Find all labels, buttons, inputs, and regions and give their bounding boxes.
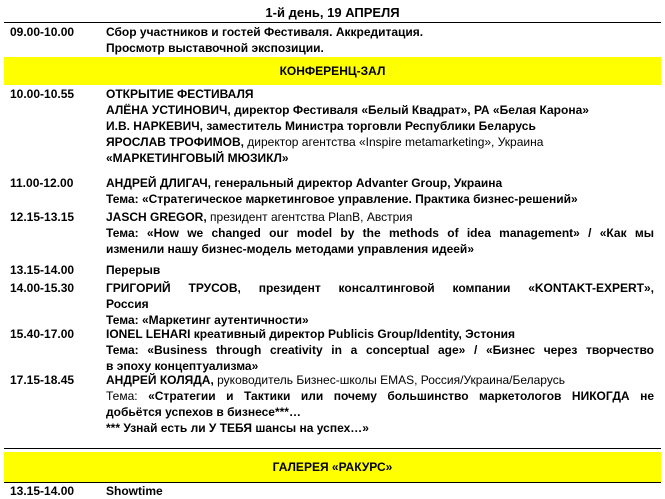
- row-content: [106, 209, 654, 257]
- time-slot: 13.15-14.00: [10, 484, 75, 498]
- content-line: IONEL LEHARI креативный директор Publicis Group/Identity, Эстония: [106, 327, 516, 341]
- section-heading-conference-hall: [4, 57, 661, 85]
- content-line: Тема: «Маркетинг аутентичности»: [106, 313, 309, 327]
- row-content: [106, 372, 654, 436]
- content-line: [106, 372, 654, 388]
- content-line: Просмотр выставочной экспозиции.: [106, 41, 324, 55]
- row-content: [106, 175, 654, 207]
- content-line: ОТКРЫТИЕ ФЕСТИВАЛЯ: [106, 87, 254, 101]
- speaker-role: руководитель Бизнес-школы EMAS, Россия/Украина/Беларусь: [213, 373, 565, 387]
- content-line: ГРИГОРИЙ ТРУСОВ, президент консалтинговой компании «KONTAKT-EXPERT»,: [106, 281, 654, 295]
- row-content: [106, 86, 654, 166]
- content-line: Showtime: [106, 484, 163, 498]
- row-content: [106, 483, 654, 499]
- section-heading-gallery: [4, 452, 661, 482]
- content-line: *** Узнай есть ли У ТЕБЯ шансы на успех…»: [106, 421, 369, 435]
- content-line: Тема: «Business through creativity in a conceptual age» / «Бизнес через творчество: [106, 343, 654, 357]
- content-line: Перерыв: [106, 263, 161, 277]
- content-line: [106, 134, 654, 150]
- time-slot: 17.15-18.45: [10, 373, 75, 387]
- topic-label: Тема:: [106, 389, 138, 403]
- content-line: Россия: [106, 297, 149, 311]
- content-line: изменили нашу бизнес-модель методами управления идеей»: [106, 242, 474, 256]
- speaker-name: JASCH GREGOR,: [106, 210, 207, 224]
- content-line: И.В. НАРКЕВИЧ, заместитель Министра торговли Республики Беларусь: [106, 119, 536, 133]
- content-line: [106, 209, 654, 225]
- time-slot: 14.00-15.30: [10, 281, 75, 295]
- speaker-role: директор агентства «Inspire metamarketing», Украина: [243, 135, 544, 149]
- content-line: «МАРКЕТИНГОВЫЙ МЮЗИКЛ»: [106, 151, 289, 165]
- time-slot: 11.00-12.00: [10, 176, 74, 190]
- section-heading-label: ГАЛЕРЕЯ «РАКУРС»: [272, 460, 393, 474]
- time-slot: 15.40-17.00: [10, 327, 75, 341]
- content-line: АНДРЕЙ ДЛИГАЧ, генеральный директор Advanter Group, Украина: [106, 176, 503, 190]
- time-slot: 09.00-10.00: [10, 25, 75, 39]
- speaker-role: президент агентства PlanB, Австрия: [206, 210, 413, 224]
- content-line: Тема: «How we changed our model by the methods of idea management» / «Как мы: [106, 226, 654, 240]
- row-content: [106, 262, 654, 278]
- content-line: Сбор участников и гостей Фестиваля. Аккредитация.: [106, 25, 424, 39]
- time-slot: 13.15-14.00: [10, 263, 75, 277]
- content-line: в эпоху концептуализма»: [106, 359, 259, 373]
- section-heading-label: КОНФЕРЕНЦ-ЗАЛ: [279, 64, 386, 78]
- speaker-name: ЯРОСЛАВ ТРОФИМОВ,: [106, 135, 244, 149]
- time-slot: 10.00-10.55: [10, 87, 75, 101]
- divider: [4, 448, 661, 449]
- content-line: добьётся успехов в бизнесе***…: [106, 405, 301, 419]
- content-line: Тема: «Стратегическое маркетинговое управление. Практика бизнес-решений»: [106, 192, 578, 206]
- time-slot: 12.15-13.15: [10, 210, 75, 224]
- topic-text: «Стратегии и Тактики или почему большинство маркетологов НИКОГДА не: [137, 389, 654, 403]
- day-title: 1-й день, 19 АПРЕЛЯ: [265, 5, 400, 20]
- content-line: АЛЁНА УСТИНОВИЧ, директор Фестиваля «Белый Квадрат», РА «Белая Карона»: [106, 103, 589, 117]
- row-content: [106, 24, 654, 56]
- divider: [4, 22, 661, 23]
- content-line: [106, 388, 654, 404]
- row-content: [106, 280, 654, 328]
- speaker-name: АНДРЕЙ КОЛЯДА,: [106, 373, 214, 387]
- row-content: [106, 326, 654, 374]
